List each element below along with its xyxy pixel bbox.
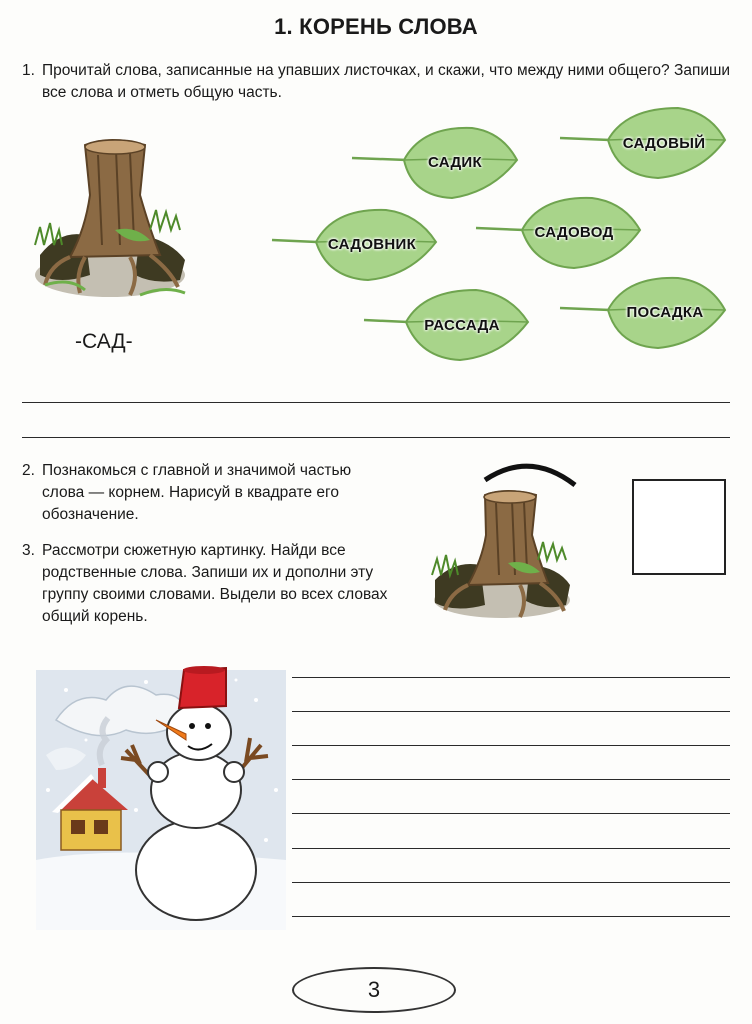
leaf-rassada	[364, 286, 530, 364]
root-label: -САД-	[75, 330, 133, 353]
root-symbol-image	[430, 455, 580, 630]
snowman-scene-image	[36, 660, 286, 935]
answer-line	[292, 745, 730, 746]
leaf-word: ПОСАДКА	[626, 303, 704, 321]
answer-line	[292, 779, 730, 780]
leaf-word: САДОВНИК	[327, 235, 417, 253]
tree-stump-image	[30, 135, 190, 310]
answer-line	[292, 813, 730, 814]
task-3-number: 3.	[22, 542, 35, 559]
answer-line	[22, 402, 730, 403]
answer-line	[292, 848, 730, 849]
leaf-posadka	[560, 272, 726, 352]
task-3	[22, 540, 392, 628]
leaf-word: САДИК	[428, 153, 482, 171]
leaf-sadik	[352, 122, 518, 202]
answer-line	[292, 882, 730, 883]
answer-line	[292, 916, 730, 917]
page-title: 1. КОРЕНЬ СЛОВА	[274, 14, 478, 39]
drawing-square[interactable]	[632, 479, 726, 575]
task-2	[22, 460, 392, 526]
leaf-word: САДОВЫЙ	[622, 134, 706, 152]
task-1	[22, 60, 734, 104]
task-2-text: Познакомься с главной и значимой частью слова — корнем. Нарисуй в квадрате его обозначение.	[42, 462, 352, 523]
answer-line	[292, 711, 730, 712]
task-1-text: Прочитай слова, записанные на упавших листочках, и скажи, что между ними общего? Запиши все слова и отметь общую часть.	[42, 62, 731, 101]
task-1-number: 1.	[22, 62, 35, 79]
leaf-word: САДОВОД	[534, 223, 614, 241]
answer-line	[22, 437, 730, 438]
leaf-word: РАССАДА	[424, 316, 500, 334]
page-number: 3	[292, 967, 456, 1013]
leaf-sadovod	[476, 192, 642, 272]
task-3-text: Рассмотри сюжетную картинку. Найди все родственные слова. Запиши их и дополни эту группу своими словами. Выдели во всех словах общий корень.	[42, 542, 388, 625]
task-2-number: 2.	[22, 462, 35, 479]
leaf-sadovyy	[560, 104, 726, 182]
answer-line	[292, 677, 730, 678]
leaf-sadovnik	[272, 204, 438, 284]
root-arc-icon	[485, 466, 575, 485]
